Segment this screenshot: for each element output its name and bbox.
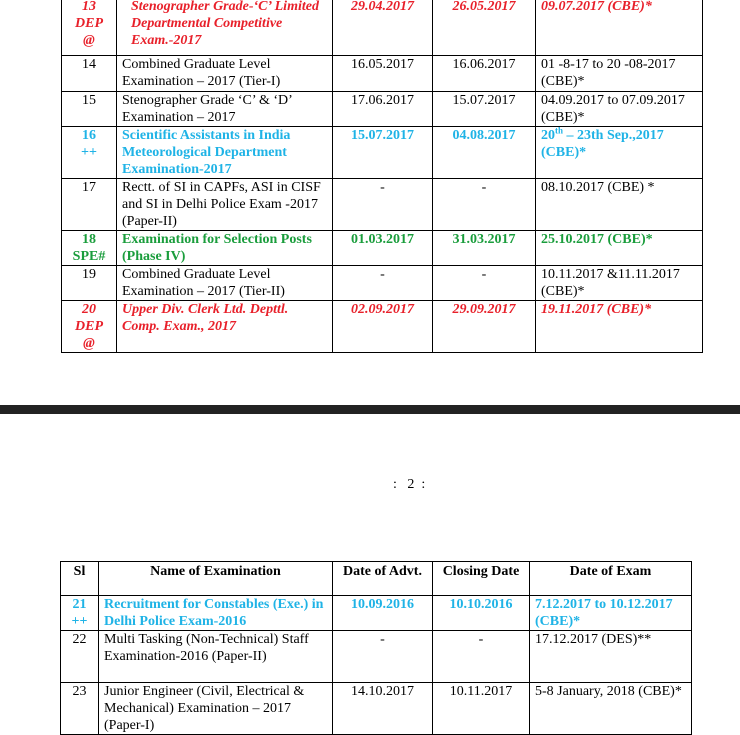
sl-cell: 15 [62, 92, 117, 127]
exam-name-cell: Combined Graduate Level Examination – 2017 (Tier-II) [117, 266, 333, 301]
exam-date-cell: 09.07.2017 (CBE)* [536, 0, 703, 56]
table-header-row [61, 562, 692, 596]
header-advt: Date of Advt. [333, 562, 433, 596]
table-row [62, 266, 703, 301]
sl-cell: 17 [62, 179, 117, 231]
exam-date-cell: 08.10.2017 (CBE) * [536, 179, 703, 231]
exam-name-cell: Combined Graduate Level Examination – 2017 (Tier-I) [117, 56, 333, 92]
exam-name-cell: Stenographer Grade-‘C’ Limited Departmental Competitive Exam.-2017 [117, 0, 333, 56]
exam-name-cell: Junior Engineer (Civil, Electrical & Mechanical) Examination – 2017 (Paper-I) [99, 683, 333, 735]
header-name: Name of Examination [99, 562, 333, 596]
advt-date-cell: 17.06.2017 [333, 92, 433, 127]
exam-date-cell: 25.10.2017 (CBE)* [536, 231, 703, 266]
closing-date-cell: 10.10.2016 [433, 596, 530, 631]
sl-cell: 22 [61, 631, 99, 683]
page-number: : 2 : [393, 477, 426, 492]
advt-date-cell: 16.05.2017 [333, 56, 433, 92]
sl-cell: 23 [61, 683, 99, 735]
table-row [62, 231, 703, 266]
closing-date-cell: 26.05.2017 [433, 0, 536, 56]
table-row [62, 179, 703, 231]
table-row [62, 56, 703, 92]
exam-date-cell: 19.11.2017 (CBE)* [536, 301, 703, 353]
closing-date-cell: 16.06.2017 [433, 56, 536, 92]
exam-date-cell: 20th – 23th Sep.,2017 (CBE)* [536, 127, 703, 179]
closing-date-cell: - [433, 179, 536, 231]
exam-date-cell: 7.12.2017 to 10.12.2017 (CBE)* [530, 596, 692, 631]
exam-date-cell: 01 -8-17 to 20 -08-2017 (CBE)* [536, 56, 703, 92]
exam-date-cell: 10.11.2017 &11.11.2017 (CBE)* [536, 266, 703, 301]
advt-date-cell: - [333, 266, 433, 301]
advt-date-cell: 29.04.2017 [333, 0, 433, 56]
advt-date-cell: 01.03.2017 [333, 231, 433, 266]
header-exam: Date of Exam [530, 562, 692, 596]
exam-name-cell: Examination for Selection Posts (Phase IV) [117, 231, 333, 266]
table-row [62, 127, 703, 179]
sl-cell: 20 DEP @ [62, 301, 117, 353]
closing-date-cell: 29.09.2017 [433, 301, 536, 353]
exam-date-cell: 17.12.2017 (DES)** [530, 631, 692, 683]
exam-date-cell: 04.09.2017 to 07.09.2017 (CBE)* [536, 92, 703, 127]
exam-schedule-table [60, 561, 692, 735]
table-row [61, 596, 692, 631]
closing-date-cell: - [433, 631, 530, 683]
exam-name-cell: Rectt. of SI in CAPFs, ASI in CISF and SI in Delhi Police Exam -2017 (Paper-II) [117, 179, 333, 231]
closing-date-cell: 15.07.2017 [433, 92, 536, 127]
advt-date-cell: 02.09.2017 [333, 301, 433, 353]
advt-date-cell: 10.09.2016 [333, 596, 433, 631]
table-row [62, 301, 703, 353]
sl-cell: 19 [62, 266, 117, 301]
exam-name-cell: Upper Div. Clerk Ltd. Depttl. Comp. Exam., 2017 [117, 301, 333, 353]
sl-cell: 14 [62, 56, 117, 92]
exam-name-cell: Stenographer Grade ‘C’ & ‘D’ Examination – 2017 [117, 92, 333, 127]
table-row [62, 92, 703, 127]
advt-date-cell: 15.07.2017 [333, 127, 433, 179]
table-row [61, 631, 692, 683]
closing-date-cell: 04.08.2017 [433, 127, 536, 179]
header-closing: Closing Date [433, 562, 530, 596]
advt-date-cell: - [333, 179, 433, 231]
table-row [62, 0, 703, 56]
page-break-divider [0, 405, 740, 414]
exam-name-cell: Multi Tasking (Non-Technical) Staff Examination-2016 (Paper-II) [99, 631, 333, 683]
exam-schedule-table-continued [61, 0, 703, 353]
sl-cell: 21 ++ [61, 596, 99, 631]
exam-date-cell: 5-8 January, 2018 (CBE)* [530, 683, 692, 735]
closing-date-cell: 10.11.2017 [433, 683, 530, 735]
table-row [61, 683, 692, 735]
advt-date-cell: - [333, 631, 433, 683]
exam-name-cell: Scientific Assistants in India Meteorological Department Examination-2017 [117, 127, 333, 179]
sl-cell: 16 ++ [62, 127, 117, 179]
closing-date-cell: - [433, 266, 536, 301]
sl-cell: 13 DEP @ [62, 0, 117, 56]
sl-cell: 18 SPE# [62, 231, 117, 266]
advt-date-cell: 14.10.2017 [333, 683, 433, 735]
closing-date-cell: 31.03.2017 [433, 231, 536, 266]
exam-name-cell: Recruitment for Constables (Exe.) in Delhi Police Exam-2016 [99, 596, 333, 631]
header-sl: Sl [61, 562, 99, 596]
